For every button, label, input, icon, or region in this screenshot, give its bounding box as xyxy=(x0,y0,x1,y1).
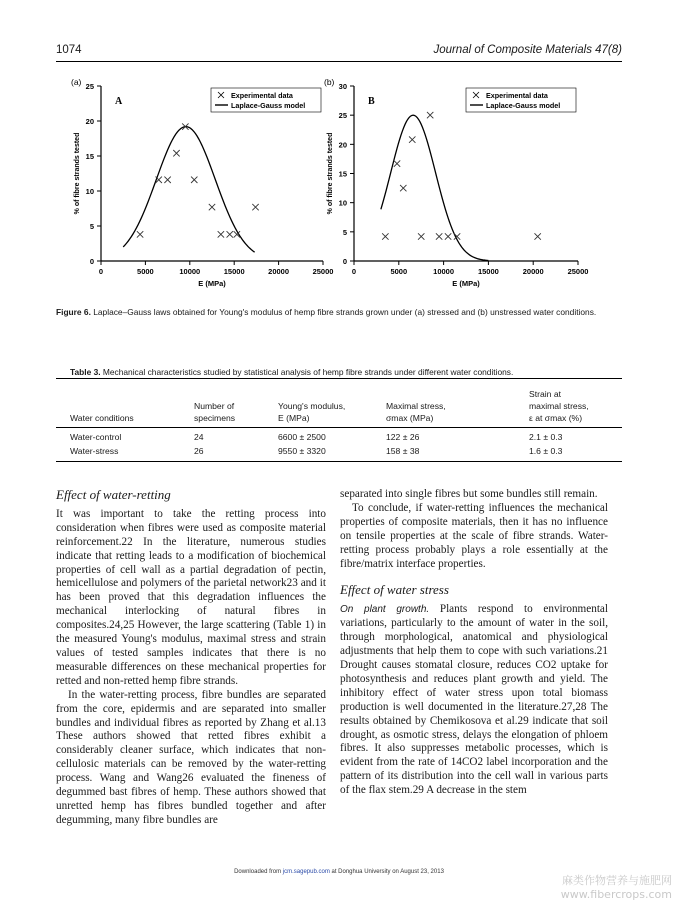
table-header-line: maximal stress, xyxy=(529,401,589,411)
y-tick-label: 5 xyxy=(342,227,347,237)
table-cell: 158 ± 38 xyxy=(386,446,420,456)
footer-link[interactable]: jcm.sagepub.com xyxy=(282,869,330,875)
x-axis-label: E (MPa) xyxy=(198,279,226,288)
table-header-line: ε at σmax (%) xyxy=(529,413,583,423)
y-tick-label: 20 xyxy=(338,140,347,150)
table-cell: 2.1 ± 0.3 xyxy=(529,432,563,442)
table-header-cell xyxy=(529,388,589,424)
y-tick-label: 10 xyxy=(338,198,347,208)
table-cell: Water-control xyxy=(70,432,122,442)
x-tick-label: 5000 xyxy=(390,267,408,276)
table-cell: 24 xyxy=(194,432,204,442)
table-header-line: Number of xyxy=(194,401,235,411)
table-header-cell xyxy=(194,400,235,424)
y-tick-label: 5 xyxy=(89,222,94,231)
y-tick-label: 25 xyxy=(85,82,94,91)
paragraph: In the water-retting process, fibre bundles are separated from the core, epidermis and are separated into smaller bundles and individual fibres as reported by Zhang et al.13 These authors showed that retted fibres exhibit a considerably cleaner surface, which indicates that non-cellulosic materials can be removed by the water-retting process. Wang and Wang26 evaluated the fineness of degummed bast fibres of hemp. These authors showed that unretted hemp has fibres bundled together and after degumming, many fibre bundles are xyxy=(56,688,326,826)
panel-label: (a) xyxy=(71,78,82,87)
x-tick-label: 10000 xyxy=(433,267,455,276)
x-tick-label: 20000 xyxy=(268,267,290,276)
x-tick-label: 0 xyxy=(351,267,357,276)
figure-caption xyxy=(56,306,622,319)
table-3 xyxy=(56,378,622,462)
legend-label: Laplace-Gauss model xyxy=(486,101,561,110)
y-tick-label: 30 xyxy=(338,82,347,91)
table-header-cell xyxy=(386,400,446,424)
y-axis-label: % of fibre strands tested xyxy=(74,132,81,215)
legend-label: Experimental data xyxy=(231,91,293,100)
table-header-line: Water conditions xyxy=(70,413,134,423)
figure-caption-label: Figure 6. xyxy=(56,307,91,317)
y-tick-label: 15 xyxy=(85,152,94,161)
footer-suffix: at Donghua University on August 23, 2013 xyxy=(329,869,444,875)
x-tick-label: 25000 xyxy=(567,267,589,276)
paragraph-plant-growth xyxy=(340,603,608,798)
watermark-line-2: www.fibercrops.com xyxy=(560,888,672,901)
subhead: On plant growth. xyxy=(340,604,430,616)
y-tick-label: 10 xyxy=(85,187,94,196)
journal-title: Journal of Composite Materials 47(8) xyxy=(433,44,622,56)
watermark xyxy=(561,874,672,902)
y-tick-label: 0 xyxy=(342,257,347,266)
running-header xyxy=(56,44,622,60)
page-number: 1074 xyxy=(56,44,82,56)
panel-label: (b) xyxy=(324,78,335,87)
table-header-cell xyxy=(278,400,345,424)
figure-6 xyxy=(56,78,596,300)
y-axis-label: % of fibre strands tested xyxy=(327,132,334,215)
paragraph: It was important to take the retting process into consideration when fibres were used as composite material reinforcement.22 In the literature, numerous studies indicate that retting leads to a modification of biochemical properties of cell wall as a partial degradation of pectin, hemicellulose and polymers of the parietal network23 and it has been proved that this degradation influences the mechanical interlocking of natural fibres in composites.24,25 However, the large scattering (Table 1) in the measured Young's modulus, maximal stress and strain values of tested samples indicates that there is no measurable differences on these mechanical properties for retted and non-retted hemp fibre strands. xyxy=(56,507,326,687)
figure-svg xyxy=(56,78,596,300)
header-rule xyxy=(56,61,622,62)
paragraph-text: Plants respond to environmental variations, particularly to the amount of water in the soil, through morphological, anatomical and physiological adjustments that help them to cope with such variations.21 Drought causes stomatal closure, reduces CO2 uptake for photosynthesis and reduces plant growth and yield. The inhibitory effect of water stress upon total biomass production is well documented in the literature.27,28 The results obtained by Chemikosova et al.29 indicate that soil drought, as osmotic stress, delays the elongation of phloem fibres. It also suppresses metabolic processes, which is evident from the rate of 14CO2 label incorporation and the pattern of its distribution into the cell wall in various parts of the flax stem.29 A decrease in the stem xyxy=(340,603,608,797)
table-caption-text: Mechanical characteristics studied by statistical analysis of hemp fibre strands under different water conditions. xyxy=(102,367,514,377)
legend-label: Experimental data xyxy=(486,91,548,100)
table-header-line: E (MPa) xyxy=(278,413,310,423)
table-cell: 1.6 ± 0.3 xyxy=(529,446,563,456)
footer-prefix: Downloaded from xyxy=(234,869,283,875)
table-cell: 9550 ± 3320 xyxy=(278,446,326,456)
y-tick-label: 20 xyxy=(85,117,94,126)
x-tick-label: 5000 xyxy=(137,267,154,276)
right-column xyxy=(340,488,608,798)
table-cell: Water-stress xyxy=(70,446,119,456)
table-cell: 6600 ± 2500 xyxy=(278,432,326,442)
watermark-line-1: 麻类作物营养与施肥网 xyxy=(562,874,672,887)
paragraph: separated into single fibres but some bundles still remain. xyxy=(340,488,598,500)
table-caption-label: Table 3. xyxy=(70,367,101,377)
table-header-line: specimens xyxy=(194,413,236,423)
panel-letter: A xyxy=(115,96,123,107)
paragraph: To conclude, if water-retting influences the mechanical properties of composite materials, then it has no influence on tensile properties at the scale of fibre strands. Water-retting process probably plays a role essentially at the fibre/matrix interface properties. xyxy=(340,501,608,570)
left-column xyxy=(56,488,326,828)
table-header-line: σmax (MPa) xyxy=(386,413,434,423)
x-tick-label: 15000 xyxy=(477,267,499,276)
legend-label: Laplace-Gauss model xyxy=(231,101,306,110)
panel-letter: B xyxy=(368,96,375,107)
x-tick-label: 15000 xyxy=(223,267,245,276)
table-header-line: Maximal stress, xyxy=(386,401,446,411)
table-row xyxy=(56,444,622,458)
section-title-water-retting: Effect of water-retting xyxy=(56,487,171,502)
table-header-line: Young's modulus, xyxy=(278,401,346,411)
y-tick-label: 15 xyxy=(338,169,347,179)
y-tick-label: 25 xyxy=(338,111,347,121)
x-tick-label: 25000 xyxy=(312,267,334,276)
x-tick-label: 0 xyxy=(98,267,104,276)
section-title-water-stress: Effect of water stress xyxy=(340,582,449,598)
y-tick-label: 0 xyxy=(89,257,94,266)
table-header-cell xyxy=(70,412,134,424)
table-bottom-rule xyxy=(56,461,622,462)
table-header xyxy=(56,379,622,427)
table-caption xyxy=(70,367,610,377)
figure-caption-text: Laplace–Gauss laws obtained for Young's modulus of hemp fibre strands grown under (a) stressed and (b) unstressed water conditions. xyxy=(93,307,597,317)
x-tick-label: 10000 xyxy=(179,267,201,276)
table-header-line: Strain at xyxy=(529,389,562,399)
table-body xyxy=(56,428,622,461)
laplace-gauss-curve xyxy=(123,127,254,253)
table-cell: 26 xyxy=(194,446,204,456)
laplace-gauss-curve xyxy=(381,115,489,260)
x-tick-label: 20000 xyxy=(522,267,544,276)
x-axis-label: E (MPa) xyxy=(452,279,480,288)
table-cell: 122 ± 26 xyxy=(386,432,420,442)
table-row xyxy=(56,430,622,444)
